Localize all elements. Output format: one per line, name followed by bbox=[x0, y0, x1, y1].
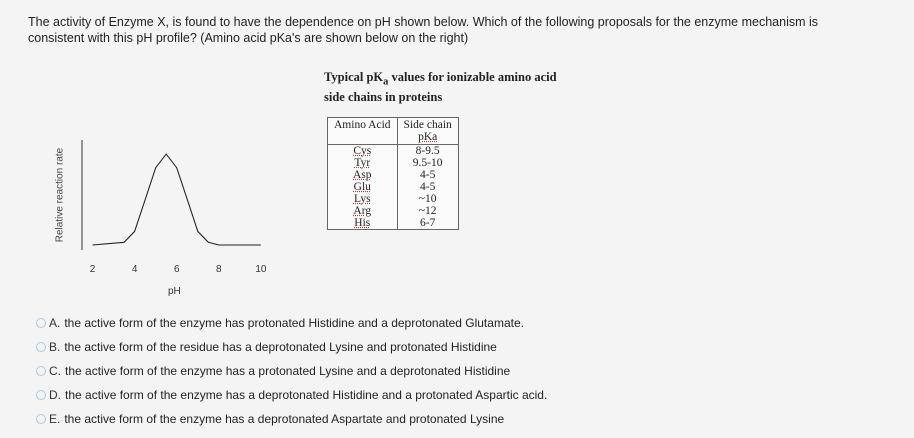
amino-acid-cell bbox=[328, 193, 398, 205]
amino-acid-name: His bbox=[354, 217, 371, 229]
ph-activity-chart bbox=[50, 130, 290, 300]
amino-acid-name: Tyr bbox=[354, 157, 371, 169]
series-line bbox=[93, 154, 261, 245]
pka-table-body bbox=[328, 145, 459, 230]
pka-cell: 6-7 bbox=[397, 217, 458, 230]
table-title-pre: Typical pK bbox=[324, 70, 384, 84]
col-header-amino-acid: Amino Acid bbox=[328, 118, 398, 145]
question-text bbox=[28, 14, 888, 46]
pka-cell: ~10 bbox=[397, 193, 458, 205]
x-tick-label: 2 bbox=[89, 264, 96, 275]
amino-acid-name: Lys bbox=[353, 193, 371, 205]
x-tick-label: 6 bbox=[173, 264, 180, 275]
table-row bbox=[328, 181, 459, 193]
amino-acid-name: Arg bbox=[353, 205, 372, 217]
table-title-line-2: side chains in proteins bbox=[324, 89, 443, 104]
col-header-pka-line1: Side chain bbox=[403, 119, 452, 131]
amino-acid-cell bbox=[328, 145, 398, 158]
table-row bbox=[328, 145, 459, 158]
option-text: the active form of the enzyme has a deprotonated Aspartate and protonated Lysine bbox=[64, 412, 505, 426]
question-line-2: consistent with this pH profile? (Amino acid pKa's are shown below on the right) bbox=[28, 31, 469, 45]
table-row bbox=[328, 169, 459, 181]
table-row bbox=[328, 193, 459, 205]
table-row bbox=[328, 205, 459, 217]
option-letter: E. bbox=[49, 412, 61, 426]
option-d[interactable] bbox=[36, 383, 547, 407]
table-title-sub: a bbox=[383, 76, 389, 88]
option-text: the active form of the enzyme has a deprotonated Histidine and a protonated Aspartic acid. bbox=[65, 388, 548, 402]
radio-button-icon[interactable] bbox=[36, 342, 46, 352]
amino-acid-cell bbox=[328, 181, 398, 193]
table-row bbox=[328, 157, 459, 169]
pka-cell: 4-5 bbox=[397, 169, 458, 181]
amino-acid-cell bbox=[328, 157, 398, 169]
radio-button-icon[interactable] bbox=[36, 414, 46, 424]
amino-acid-cell bbox=[328, 169, 398, 181]
amino-acid-name: Asp bbox=[353, 169, 372, 181]
option-letter: A. bbox=[49, 316, 61, 330]
x-tick-label: 8 bbox=[216, 264, 222, 275]
option-letter: D. bbox=[49, 388, 61, 402]
table-title-post: values for ionizable amino acid bbox=[388, 70, 557, 84]
option-letter: C. bbox=[49, 364, 61, 378]
x-axis-label: pH bbox=[168, 286, 181, 297]
amino-acid-cell bbox=[328, 217, 398, 230]
pka-cell: 8-9.5 bbox=[397, 145, 458, 158]
pka-cell: 4-5 bbox=[397, 181, 458, 193]
y-axis-label: Relative reaction rate bbox=[54, 147, 66, 243]
pka-table bbox=[327, 117, 459, 230]
option-c[interactable] bbox=[36, 359, 547, 383]
pka-cell: ~12 bbox=[397, 205, 458, 217]
table-title bbox=[324, 70, 557, 104]
radio-button-icon[interactable] bbox=[36, 390, 46, 400]
option-text: the active form of the enzyme has protonated Histidine and a deprotonated Glutamate. bbox=[64, 316, 524, 330]
option-text: the active form of the enzyme has a protonated Lysine and a deprotonated Histidine bbox=[65, 364, 511, 378]
option-b[interactable] bbox=[36, 335, 547, 359]
radio-button-icon[interactable] bbox=[36, 366, 46, 376]
x-tick-label: 4 bbox=[131, 264, 138, 275]
radio-button-icon[interactable] bbox=[36, 318, 46, 328]
amino-acid-name: Glu bbox=[353, 181, 371, 193]
question-line-1: The activity of Enzyme X, is found to have the dependence on pH shown below. Which of the following proposals for the enzyme mechanism is bbox=[28, 15, 819, 29]
x-tick-label: 10 bbox=[255, 264, 267, 275]
amino-acid-cell bbox=[328, 205, 398, 217]
amino-acid-name: Cys bbox=[353, 145, 372, 157]
option-e[interactable] bbox=[36, 407, 547, 431]
col-header-pka-line2: pKa bbox=[418, 131, 438, 143]
pka-cell: 9.5-10 bbox=[397, 157, 458, 169]
option-text: the active form of the residue has a deprotonated Lysine and protonated Histidine bbox=[64, 340, 497, 354]
col-header-pka bbox=[397, 118, 458, 145]
option-a[interactable] bbox=[36, 311, 547, 335]
answer-options bbox=[36, 311, 547, 431]
option-letter: B. bbox=[49, 340, 61, 354]
table-row bbox=[328, 217, 459, 230]
